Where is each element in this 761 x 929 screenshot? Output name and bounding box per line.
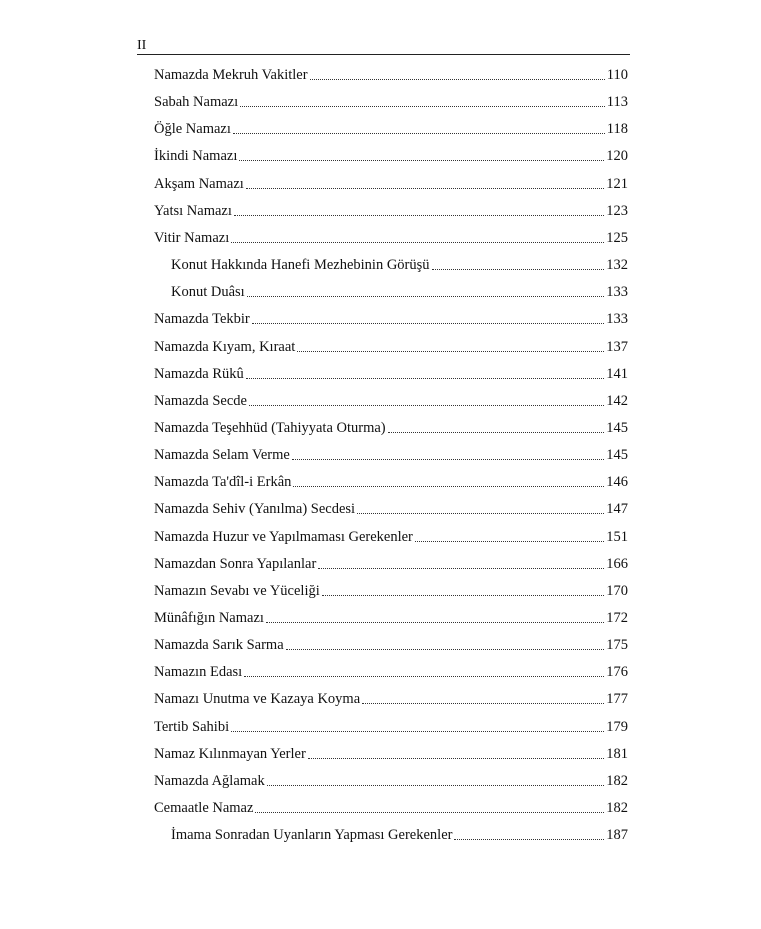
toc-entry bbox=[154, 547, 628, 573]
toc-entry bbox=[154, 682, 628, 708]
toc-entry-title: Öğle Namazı bbox=[154, 121, 231, 138]
toc-entry-page-number: 133 bbox=[606, 284, 628, 301]
toc-entry bbox=[154, 58, 628, 84]
toc-entry bbox=[154, 791, 628, 817]
toc-entry bbox=[171, 818, 628, 844]
toc-entry-page-number: 179 bbox=[606, 718, 628, 735]
toc-entry bbox=[154, 628, 628, 654]
toc-entry bbox=[154, 384, 628, 410]
toc-entry-title: Namazda Huzur ve Yapılmaması Gerekenler bbox=[154, 528, 413, 545]
toc-entry-page-number: 142 bbox=[606, 392, 628, 409]
toc-entry-page-number: 166 bbox=[606, 555, 628, 572]
toc-entry-title: İkindi Namazı bbox=[154, 148, 238, 165]
toc-entry-title: Namazda Sehiv (Yanılma) Secdesi bbox=[154, 501, 356, 518]
toc-dot-leader bbox=[322, 594, 604, 596]
toc-entry-page-number: 113 bbox=[606, 94, 628, 111]
toc-entry-page-number: 145 bbox=[606, 447, 628, 464]
toc-dot-leader bbox=[297, 350, 604, 352]
toc-entry-title: Sabah Namazı bbox=[154, 94, 239, 111]
page-number: II bbox=[137, 38, 147, 53]
toc-dot-leader bbox=[252, 322, 605, 324]
toc-entry bbox=[154, 764, 628, 790]
page-header bbox=[137, 36, 630, 55]
toc-entry-page-number: 181 bbox=[606, 745, 628, 762]
toc-entry-title: Münâfığın Namazı bbox=[154, 610, 264, 626]
toc-entry-title: Namazı Unutma ve Kazaya Koyma bbox=[154, 691, 361, 708]
toc-dot-leader bbox=[318, 567, 604, 569]
toc-dot-leader bbox=[239, 159, 604, 161]
toc-entry-page-number: 120 bbox=[606, 148, 628, 165]
toc-entry bbox=[154, 221, 628, 247]
toc-entry-title: Akşam Namazı bbox=[154, 175, 244, 192]
toc-entry-title: Yatsı Namazı bbox=[154, 202, 232, 219]
toc-entry-page-number: 175 bbox=[606, 637, 628, 654]
toc-entry-page-number: 182 bbox=[606, 800, 628, 817]
toc-dot-leader bbox=[231, 730, 604, 732]
toc-entry bbox=[154, 574, 628, 600]
toc-dot-leader bbox=[310, 78, 605, 80]
toc-entry bbox=[154, 520, 628, 546]
toc-dot-leader bbox=[249, 404, 604, 406]
toc-entry-page-number: 132 bbox=[606, 257, 628, 274]
toc-entry-page-number: 176 bbox=[606, 664, 628, 681]
toc-entry-page-number: 141 bbox=[606, 365, 628, 382]
toc-entry-title: Konut Duâsı bbox=[171, 284, 245, 301]
toc-entry-page-number: 121 bbox=[606, 175, 628, 192]
toc-entry-title: Namazdan Sonra Yapılanlar bbox=[154, 555, 317, 572]
toc-entry-page-number: 147 bbox=[606, 501, 628, 518]
toc-entry-page-number: 187 bbox=[606, 827, 628, 844]
toc-dot-leader bbox=[308, 757, 604, 759]
toc-dot-leader bbox=[454, 838, 604, 840]
toc-entry bbox=[154, 601, 628, 627]
toc-entry-title: Namazda Rükû bbox=[154, 365, 244, 382]
toc-entry-page-number: 137 bbox=[606, 338, 628, 355]
toc-entry bbox=[171, 248, 628, 274]
toc-entry-title: Namazın Sevabı ve Yüceliği bbox=[154, 582, 320, 599]
toc-entry-page-number: 118 bbox=[606, 121, 628, 138]
toc-entry-page-number: 133 bbox=[606, 311, 628, 328]
toc-entry-page-number: 123 bbox=[606, 202, 628, 219]
toc-entry-page-number: 125 bbox=[606, 229, 628, 246]
toc-dot-leader bbox=[266, 621, 604, 623]
toc-entry-title: Namazda Teşehhüd (Tahiyyata Oturma) bbox=[154, 419, 386, 436]
toc-entry-title: Namazda Secde bbox=[154, 392, 247, 409]
toc-entry bbox=[154, 167, 628, 193]
toc-entry-title: Namazda Sarık Sarma bbox=[154, 637, 284, 654]
toc-dot-leader bbox=[234, 214, 604, 216]
toc-dot-leader bbox=[244, 675, 604, 677]
toc-dot-leader bbox=[231, 241, 604, 243]
toc-entry-title: Namazda Ta'dîl-i Erkân bbox=[154, 474, 292, 491]
toc-entry-title: Vitir Namazı bbox=[154, 229, 230, 246]
toc-entry-title: Cemaatle Namaz bbox=[154, 800, 254, 817]
toc-dot-leader bbox=[247, 295, 605, 297]
toc-entry-title: Namazda Selam Verme bbox=[154, 447, 290, 464]
toc-entry-page-number: 170 bbox=[606, 582, 628, 599]
toc-entry-title: Namaz Kılınmayan Yerler bbox=[154, 745, 306, 762]
toc-entry-page-number: 172 bbox=[606, 610, 628, 626]
toc-entry bbox=[154, 492, 628, 518]
toc-entry-title: Namazda Ağlamak bbox=[154, 772, 265, 789]
toc-entry-title: Namazın Edası bbox=[154, 664, 243, 681]
toc-entry bbox=[154, 330, 628, 356]
toc-dot-leader bbox=[246, 187, 604, 189]
toc-entry-page-number: 146 bbox=[606, 474, 628, 491]
toc-entry-title: Namazda Kıyam, Kıraat bbox=[154, 338, 296, 355]
toc-entry-title: Namazda Tekbir bbox=[154, 311, 250, 328]
toc-dot-leader bbox=[246, 377, 604, 379]
toc-dot-leader bbox=[357, 512, 604, 514]
toc-dot-leader bbox=[362, 702, 604, 704]
toc-entry bbox=[154, 194, 628, 220]
toc-entry-title: İmama Sonradan Uyanların Yapması Gerekenler bbox=[171, 827, 453, 844]
toc-dot-leader bbox=[415, 540, 604, 542]
toc-entry-page-number: 145 bbox=[606, 419, 628, 436]
toc-dot-leader bbox=[286, 648, 605, 650]
toc-entry bbox=[154, 710, 628, 736]
toc-entry bbox=[154, 737, 628, 763]
toc-entry bbox=[154, 411, 628, 437]
toc-dot-leader bbox=[388, 431, 605, 433]
toc-entry bbox=[154, 302, 628, 328]
toc-entry-page-number: 177 bbox=[606, 691, 628, 708]
toc-entry bbox=[154, 465, 628, 491]
toc-entry bbox=[154, 357, 628, 383]
toc-entry-page-number: 110 bbox=[606, 67, 628, 83]
toc-dot-leader bbox=[293, 485, 604, 487]
toc-entry bbox=[154, 139, 628, 165]
toc-entry bbox=[154, 112, 628, 138]
toc-entry-title: Konut Hakkında Hanefi Mezhebinin Görüşü bbox=[171, 257, 430, 274]
toc-entry bbox=[171, 275, 628, 301]
toc-entry-title: Namazda Mekruh Vakitler bbox=[154, 67, 308, 83]
toc-dot-leader bbox=[432, 268, 605, 270]
toc-entry bbox=[154, 655, 628, 681]
toc-dot-leader bbox=[292, 458, 604, 460]
toc-dot-leader bbox=[255, 811, 604, 813]
toc-dot-leader bbox=[267, 784, 605, 786]
toc-entry-title: Tertib Sahibi bbox=[154, 718, 230, 735]
toc-entry-page-number: 151 bbox=[606, 528, 628, 545]
toc-entry bbox=[154, 438, 628, 464]
toc-dot-leader bbox=[233, 132, 605, 134]
toc-entry bbox=[154, 85, 628, 111]
toc-dot-leader bbox=[240, 105, 605, 107]
toc-entry-page-number: 182 bbox=[606, 772, 628, 789]
